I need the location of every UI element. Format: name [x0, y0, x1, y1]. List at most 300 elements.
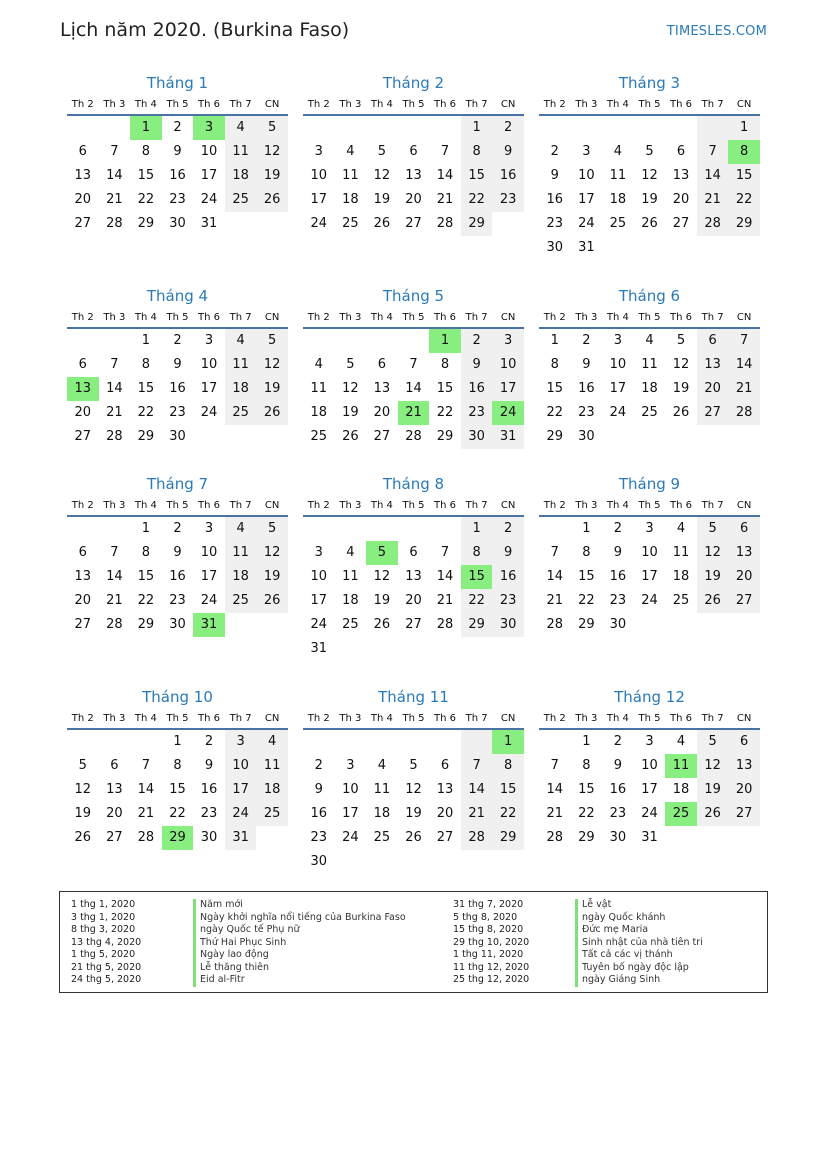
day-cell: 19: [373, 192, 391, 207]
day-grid: [303, 116, 524, 236]
day-cell: 14: [461, 778, 493, 802]
weekday-label: Th 7: [229, 312, 252, 323]
day-cell: 8: [461, 140, 493, 164]
day-cell: 16: [200, 782, 218, 797]
day-cell: 12: [256, 353, 288, 377]
month-block: [303, 285, 524, 449]
day-cell: 24: [641, 593, 658, 608]
month-name: Tháng 11: [378, 688, 449, 706]
day-cell: 1: [141, 521, 151, 536]
empty-cell: [697, 826, 729, 850]
day-cell: 4: [645, 333, 654, 348]
day-cell: 16: [609, 569, 627, 584]
day-cell: 11: [225, 541, 257, 565]
day-cell: 17: [200, 569, 218, 584]
empty-cell: [602, 116, 634, 140]
day-cell: 22: [546, 405, 564, 420]
day-cell: 9: [492, 140, 524, 164]
day-cell: 30: [310, 854, 328, 869]
day-cell: 6: [78, 357, 87, 372]
day-cell: 1: [728, 116, 760, 140]
weekday-label: Th 3: [339, 500, 362, 511]
weekday-label: Th 4: [606, 312, 629, 323]
day-cell: 21: [728, 377, 760, 401]
empty-cell: [303, 116, 335, 140]
month-name: Tháng 6: [618, 287, 681, 305]
legend-row: [71, 949, 406, 962]
empty-cell: [728, 425, 760, 449]
day-cell: 28: [728, 401, 760, 425]
day-cell: 28: [137, 830, 155, 845]
empty-cell: [697, 116, 729, 140]
day-cell: 13: [373, 381, 391, 396]
day-cell: 11: [342, 569, 359, 584]
day-cell: 23: [461, 401, 493, 425]
empty-cell: [256, 212, 288, 236]
holiday-name: Đức mẹ Maria: [575, 924, 648, 937]
day-cell: 29: [137, 216, 155, 231]
day-cell: 21: [436, 593, 454, 608]
empty-cell: [634, 236, 666, 260]
day-cell: 14: [137, 782, 155, 797]
day-cell: 11: [641, 357, 658, 372]
day-cell: 27: [405, 617, 422, 632]
day-cell: 24: [342, 830, 359, 845]
day-cell: 12: [256, 140, 288, 164]
empty-cell: [99, 116, 131, 140]
day-cell: 15: [461, 565, 493, 589]
day-cell: 24: [578, 216, 595, 231]
weekday-label: Th 5: [638, 500, 661, 511]
empty-cell: [634, 613, 666, 637]
day-cell: 4: [377, 758, 387, 773]
empty-cell: [398, 730, 430, 754]
day-cell: 22: [137, 192, 155, 207]
holiday-date: 24 thg 5, 2020: [71, 974, 142, 985]
legend-column-right: [453, 899, 703, 987]
day-cell: 12: [74, 782, 92, 797]
day-cell: 5: [256, 116, 288, 140]
empty-cell: [398, 850, 430, 874]
day-cell: 6: [697, 329, 729, 353]
weekday-label: CN: [264, 713, 280, 724]
day-cell: 10: [200, 144, 218, 159]
day-cell: 13: [74, 168, 92, 183]
day-cell: 20: [672, 192, 690, 207]
day-cell: 25: [672, 593, 690, 608]
day-cell: 16: [169, 381, 186, 396]
weekday-label: Th 7: [229, 713, 252, 724]
day-cell: 24: [641, 806, 658, 821]
month-name: Tháng 3: [618, 74, 681, 92]
day-cell: 5: [645, 144, 654, 159]
day-cell: 31: [193, 613, 225, 637]
holiday-date: 11 thg 12, 2020: [453, 961, 530, 973]
day-cell: 4: [256, 730, 288, 754]
empty-cell: [99, 329, 131, 353]
day-cell: 9: [550, 168, 559, 183]
weekday-label: Th 6: [434, 713, 457, 724]
day-cell: 4: [346, 545, 355, 560]
day-cell: 25: [342, 216, 359, 231]
day-cell: 11: [342, 168, 359, 183]
day-cell: 1: [582, 521, 591, 536]
day-cell: 2: [461, 329, 493, 353]
weekday-label: Th 2: [543, 99, 566, 110]
day-cell: 27: [74, 216, 92, 231]
weekday-header: [539, 96, 760, 116]
day-cell: 20: [436, 806, 454, 821]
day-grid: [67, 517, 288, 637]
day-cell: 10: [310, 168, 328, 183]
day-cell: 23: [578, 405, 595, 420]
month-block: [539, 72, 760, 260]
weekday-label: Th 5: [402, 312, 425, 323]
day-cell: 6: [78, 144, 87, 159]
day-cell: 1: [461, 116, 493, 140]
day-cell: 10: [225, 754, 257, 778]
day-cell: 2: [204, 734, 214, 749]
empty-cell: [539, 730, 571, 754]
day-cell: 14: [728, 353, 760, 377]
weekday-label: Th 3: [575, 312, 598, 323]
day-cell: 7: [141, 758, 151, 773]
weekday-label: Th 7: [229, 99, 252, 110]
day-cell: 23: [169, 192, 186, 207]
day-cell: 22: [578, 593, 595, 608]
day-cell: 20: [74, 192, 92, 207]
day-cell: 8: [141, 545, 151, 560]
empty-cell: [728, 826, 760, 850]
weekday-label: Th 3: [339, 99, 362, 110]
holiday-name: Tất cả các vị thánh: [575, 949, 673, 962]
day-cell: 12: [641, 168, 658, 183]
day-cell: 16: [492, 565, 524, 589]
weekday-label: Th 4: [370, 312, 393, 323]
weekday-label: Th 6: [198, 99, 221, 110]
weekday-label: Th 7: [465, 713, 488, 724]
day-cell: 11: [373, 782, 391, 797]
weekday-label: Th 3: [103, 99, 126, 110]
day-cell: 7: [110, 545, 119, 560]
day-cell: 22: [728, 188, 760, 212]
holiday-date: 3 thg 1, 2020: [71, 911, 136, 923]
weekday-label: Th 7: [465, 312, 488, 323]
empty-cell: [366, 730, 398, 754]
day-cell: 12: [373, 168, 391, 183]
empty-cell: [602, 425, 634, 449]
day-cell: 29: [436, 429, 454, 444]
holiday-name: Eid al-Fitr: [193, 974, 245, 987]
day-cell: 9: [314, 782, 323, 797]
empty-cell: [429, 730, 461, 754]
day-cell: 25: [641, 405, 658, 420]
weekday-label: Th 4: [606, 500, 629, 511]
day-cell: 19: [405, 806, 422, 821]
day-cell: 31: [225, 826, 257, 850]
day-cell: 29: [461, 613, 493, 637]
day-cell: 16: [461, 377, 493, 401]
day-cell: 10: [200, 357, 218, 372]
weekday-label: Th 4: [606, 713, 629, 724]
day-cell: 25: [225, 589, 257, 613]
holiday-date: 21 thg 5, 2020: [71, 961, 142, 973]
holiday-date: 1 thg 11, 2020: [453, 949, 524, 960]
day-cell: 9: [461, 353, 493, 377]
day-cell: 13: [67, 377, 99, 401]
day-cell: 19: [74, 806, 92, 821]
weekday-label: Th 3: [339, 312, 362, 323]
day-cell: 3: [645, 521, 654, 536]
empty-cell: [492, 637, 524, 661]
weekday-label: Th 6: [434, 500, 457, 511]
day-cell: 5: [256, 329, 288, 353]
empty-cell: [398, 329, 430, 353]
day-cell: 12: [672, 357, 690, 372]
month-block: [67, 686, 288, 850]
day-cell: 3: [582, 144, 591, 159]
day-cell: 7: [461, 754, 493, 778]
day-cell: 29: [137, 617, 155, 632]
day-cell: 2: [550, 144, 559, 159]
day-cell: 27: [74, 617, 92, 632]
day-cell: 29: [578, 830, 595, 845]
day-cell: 6: [377, 357, 387, 372]
empty-cell: [303, 329, 335, 353]
day-cell: 22: [578, 806, 595, 821]
page-title: Lịch năm 2020. (Burkina Faso): [60, 19, 350, 41]
weekday-label: Th 4: [370, 713, 393, 724]
day-grid: [303, 517, 524, 661]
day-cell: 7: [550, 758, 559, 773]
day-cell: 30: [578, 429, 595, 444]
day-cell: 9: [204, 758, 214, 773]
day-cell: 13: [405, 168, 422, 183]
day-cell: 15: [461, 164, 493, 188]
weekday-label: Th 5: [638, 99, 661, 110]
day-cell: 17: [310, 593, 328, 608]
day-cell: 20: [74, 593, 92, 608]
weekday-label: Th 3: [103, 312, 126, 323]
legend-column-left: [71, 899, 406, 987]
empty-cell: [335, 730, 367, 754]
day-cell: 26: [256, 589, 288, 613]
day-cell: 14: [546, 569, 564, 584]
day-cell: 6: [409, 545, 418, 560]
weekday-label: Th 4: [370, 99, 393, 110]
day-cell: 26: [74, 830, 92, 845]
day-cell: 14: [106, 569, 123, 584]
day-cell: 6: [676, 144, 686, 159]
day-cell: 11: [256, 754, 288, 778]
day-cell: 14: [546, 782, 564, 797]
empty-cell: [461, 730, 493, 754]
empty-cell: [539, 116, 571, 140]
weekday-label: Th 7: [465, 500, 488, 511]
day-cell: 21: [106, 405, 123, 420]
legend-row: [71, 924, 406, 937]
day-cell: 10: [609, 357, 627, 372]
day-cell: 20: [728, 565, 760, 589]
day-cell: 25: [609, 216, 627, 231]
month-name: Tháng 5: [382, 287, 445, 305]
day-grid: [539, 730, 760, 850]
day-cell: 27: [74, 429, 92, 444]
weekday-header: [67, 497, 288, 517]
day-cell: 11: [225, 140, 257, 164]
empty-cell: [256, 425, 288, 449]
day-cell: 23: [169, 405, 186, 420]
day-cell: 10: [641, 758, 658, 773]
month-block: [67, 473, 288, 637]
day-cell: 27: [672, 216, 690, 231]
day-cell: 16: [492, 164, 524, 188]
weekday-label: Th 5: [166, 312, 189, 323]
day-cell: 5: [346, 357, 355, 372]
day-cell: 10: [492, 353, 524, 377]
day-cell: 4: [225, 329, 257, 353]
legend-row: [453, 912, 703, 925]
weekday-label: Th 6: [434, 99, 457, 110]
month-block: [67, 285, 288, 449]
weekday-label: Th 4: [134, 312, 157, 323]
holiday-date: 25 thg 12, 2020: [453, 974, 530, 985]
legend-row: [71, 899, 406, 912]
empty-cell: [697, 236, 729, 260]
day-cell: 13: [405, 569, 422, 584]
month-block: [303, 473, 524, 661]
day-cell: 20: [106, 806, 123, 821]
holiday-date: 8 thg 3, 2020: [71, 924, 136, 935]
day-cell: 6: [728, 517, 760, 541]
day-cell: 10: [342, 782, 359, 797]
day-cell: 29: [162, 826, 194, 850]
day-cell: 26: [256, 401, 288, 425]
weekday-label: Th 2: [543, 713, 566, 724]
holiday-date: 15 thg 8, 2020: [453, 924, 524, 935]
day-cell: 12: [342, 381, 359, 396]
day-cell: 3: [314, 545, 323, 560]
day-cell: 26: [405, 830, 422, 845]
weekday-header: [303, 309, 524, 329]
weekday-label: Th 6: [434, 312, 457, 323]
site-link[interactable]: TIMESLES.COM: [666, 24, 767, 39]
day-cell: 16: [609, 782, 627, 797]
day-cell: 19: [342, 405, 359, 420]
day-cell: 9: [613, 545, 623, 560]
weekday-header: [303, 710, 524, 730]
day-cell: 29: [461, 212, 493, 236]
weekday-label: Th 5: [166, 99, 189, 110]
day-cell: 25: [225, 188, 257, 212]
holiday-name: ngày Giáng Sinh: [575, 974, 660, 987]
weekday-label: Th 5: [638, 713, 661, 724]
empty-cell: [99, 730, 131, 754]
day-cell: 10: [578, 168, 595, 183]
day-grid: [67, 329, 288, 449]
day-cell: 24: [200, 405, 218, 420]
holiday-name: Tuyên bố ngày độc lập: [575, 962, 689, 975]
day-cell: 12: [256, 541, 288, 565]
day-cell: 2: [314, 758, 323, 773]
day-cell: 7: [110, 144, 119, 159]
day-cell: 13: [697, 353, 729, 377]
day-cell: 16: [169, 569, 186, 584]
day-cell: 4: [676, 734, 686, 749]
weekday-label: CN: [736, 500, 752, 511]
day-cell: 27: [728, 589, 760, 613]
day-cell: 24: [225, 802, 257, 826]
weekday-label: Th 2: [307, 713, 330, 724]
month-name: Tháng 8: [382, 475, 445, 493]
empty-cell: [429, 850, 461, 874]
day-cell: 25: [256, 802, 288, 826]
day-cell: 8: [141, 357, 151, 372]
day-cell: 1: [582, 734, 591, 749]
day-cell: 15: [137, 569, 155, 584]
day-cell: 19: [256, 377, 288, 401]
day-cell: 8: [461, 541, 493, 565]
weekday-label: Th 3: [339, 713, 362, 724]
day-cell: 9: [173, 144, 182, 159]
day-grid: [67, 730, 288, 850]
legend-row: [453, 962, 703, 975]
empty-cell: [665, 826, 697, 850]
weekday-label: CN: [500, 500, 516, 511]
day-cell: 19: [697, 778, 729, 802]
day-cell: 18: [310, 405, 328, 420]
empty-cell: [303, 730, 335, 754]
day-cell: 26: [373, 216, 391, 231]
empty-cell: [461, 637, 493, 661]
holiday-name: Lễ thăng thiên: [193, 962, 269, 975]
day-cell: 11: [665, 754, 697, 778]
empty-cell: [193, 425, 225, 449]
day-cell: 3: [204, 521, 214, 536]
legend-row: [453, 899, 703, 912]
weekday-label: Th 5: [402, 713, 425, 724]
day-cell: 7: [110, 357, 119, 372]
day-cell: 13: [74, 569, 92, 584]
day-cell: 12: [405, 782, 422, 797]
day-cell: 29: [728, 212, 760, 236]
weekday-label: Th 2: [71, 99, 94, 110]
holiday-date: 29 thg 10, 2020: [453, 936, 530, 948]
day-cell: 13: [106, 782, 123, 797]
day-cell: 15: [492, 778, 524, 802]
day-cell: 5: [676, 333, 686, 348]
day-cell: 30: [546, 240, 564, 255]
day-cell: 23: [492, 589, 524, 613]
weekday-label: Th 3: [575, 500, 598, 511]
day-cell: 21: [461, 802, 493, 826]
weekday-label: Th 6: [670, 99, 693, 110]
day-cell: 18: [672, 782, 690, 797]
weekday-header: [303, 497, 524, 517]
day-cell: 2: [173, 120, 182, 135]
day-cell: 20: [373, 405, 391, 420]
day-cell: 18: [225, 565, 257, 589]
month-name: Tháng 2: [382, 74, 445, 92]
day-cell: 6: [78, 545, 87, 560]
empty-cell: [99, 517, 131, 541]
day-cell: 8: [492, 754, 524, 778]
month-block: [67, 72, 288, 236]
day-cell: 22: [461, 188, 493, 212]
weekday-label: Th 2: [71, 500, 94, 511]
legend-row: [453, 937, 703, 950]
weekday-label: CN: [264, 99, 280, 110]
